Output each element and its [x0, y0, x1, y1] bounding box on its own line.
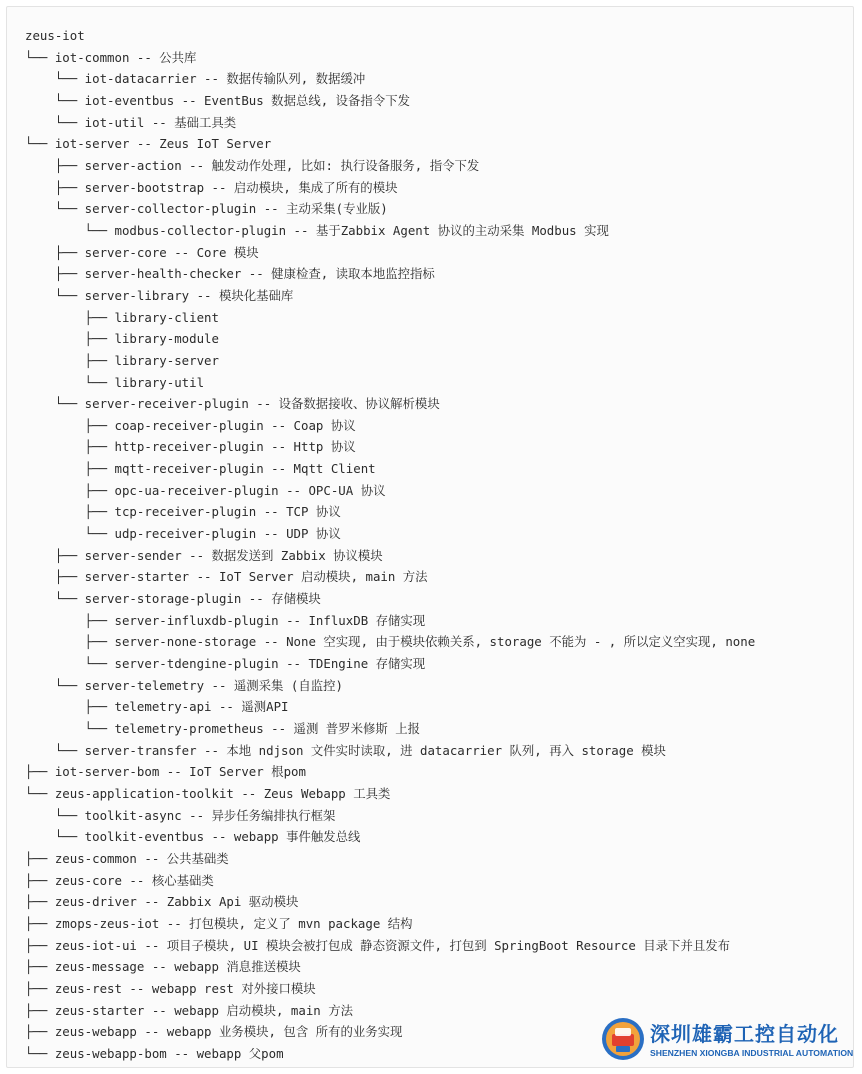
tree-line: └── server-telemetry -- 遥测采集 (自监控) — [25, 677, 343, 693]
tree-line: └── server-storage-plugin -- 存储模块 — [25, 591, 321, 607]
tree-line: └── telemetry-prometheus -- 遥测 普罗米修斯 上报 — [25, 721, 420, 736]
tree-line: ├── server-action -- 触发动作处理, 比如: 执行设备服务, 指令下发 — [25, 157, 480, 173]
tree-line: ├── server-starter -- IoT Server 启动模块, main 方法 — [25, 569, 428, 585]
tree-line: ├── opc-ua-receiver-plugin -- OPC-UA 协议 — [25, 482, 386, 498]
tree-line: ├── iot-server-bom -- IoT Server 根pom — [25, 764, 306, 780]
tree-line: ├── server-sender -- 数据发送到 Zabbix 协议模块 — [25, 547, 383, 563]
tree-line: └── library-util — [25, 374, 205, 390]
tree-line: ├── zeus-driver -- Zabbix Api 驱动模块 — [25, 894, 299, 910]
tree-line: ├── zeus-core -- 核心基础类 — [25, 872, 214, 888]
tree-line: ├── server-influxdb-plugin -- InfluxDB 存储实现 — [25, 612, 426, 628]
tree-line: └── zeus-application-toolkit -- Zeus Webapp 工具类 — [25, 785, 391, 801]
tree-line: └── iot-eventbus -- EventBus 数据总线, 设备指令下发 — [25, 92, 410, 108]
tree-line: └── server-transfer -- 本地 ndjson 文件实时读取, 进 datacarrier 队列, 再入 storage 模块 — [25, 742, 666, 758]
code-block — [6, 6, 854, 1068]
tree-line: ├── library-server — [25, 352, 219, 368]
tree-line: ├── telemetry-api -- 遥测API — [25, 699, 289, 715]
tree-line: ├── http-receiver-plugin -- Http 协议 — [25, 439, 356, 455]
tree-line: ├── zeus-iot-ui -- 项目子模块, UI 模块会被打包成 静态资源文件, 打包到 SpringBoot Resource 目录下并且发布 — [25, 937, 731, 953]
tree-line: └── server-library -- 模块化基础库 — [25, 287, 294, 303]
tree-line: ├── library-client — [25, 309, 219, 325]
tree-line: └── iot-util -- 基础工具类 — [25, 114, 237, 130]
tree-line: ├── server-core -- Core 模块 — [25, 244, 259, 260]
tree-line: ├── zeus-message -- webapp 消息推送模块 — [25, 959, 301, 975]
tree-line: zeus-iot — [25, 28, 85, 43]
tree-line: └── iot-server -- Zeus IoT Server — [25, 136, 272, 152]
tree-line: └── server-tdengine-plugin -- TDEngine 存储实现 — [25, 656, 426, 672]
tree-line: ├── server-none-storage -- None 空实现, 由于模块依赖关系, storage 不能为 - , 所以定义空实现, none — [25, 634, 756, 650]
tree-line: ├── tcp-receiver-plugin -- TCP 协议 — [25, 504, 341, 520]
tree-line: ├── zmops-zeus-iot -- 打包模块, 定义了 mvn package 结构 — [25, 915, 413, 931]
tree-line: ├── server-bootstrap -- 启动模块, 集成了所有的模块 — [25, 179, 398, 195]
tree-line: ├── zeus-common -- 公共基础类 — [25, 850, 229, 866]
tree-line: ├── library-module — [25, 331, 219, 347]
tree-line: └── zeus-webapp-bom -- webapp 父pom — [25, 1045, 284, 1061]
watermark-title: 深圳雄霸工控自动化 — [650, 1022, 839, 1046]
tree-line: └── server-collector-plugin -- 主动采集(专业版) — [25, 201, 388, 217]
tree-line: ├── coap-receiver-plugin -- Coap 协议 — [25, 417, 356, 433]
xiongba-logo-icon — [600, 1016, 646, 1062]
tree-line: └── iot-common -- 公共库 — [25, 49, 197, 65]
tree-line: └── udp-receiver-plugin -- UDP 协议 — [25, 526, 341, 542]
watermark — [600, 1010, 856, 1070]
tree-line: └── toolkit-eventbus -- webapp 事件触发总线 — [25, 829, 361, 845]
tree-line: ├── zeus-webapp -- webapp 业务模块, 包含 所有的业务实现 — [25, 1024, 403, 1040]
watermark-subtitle: SHENZHEN XIONGBA INDUSTRIAL AUTOMATION — [650, 1048, 854, 1058]
tree-line: └── modbus-collector-plugin -- 基于Zabbix Agent 协议的主动采集 Modbus 实现 — [25, 222, 609, 238]
tree-line: ├── mqtt-receiver-plugin -- Mqtt Client — [25, 461, 376, 477]
tree-line: ├── server-health-checker -- 健康检查, 读取本地监控指标 — [25, 266, 435, 282]
tree-line: └── toolkit-async -- 异步任务编排执行框架 — [25, 807, 336, 823]
tree-line: └── server-receiver-plugin -- 设备数据接收、协议解析模块 — [25, 396, 440, 412]
directory-tree — [25, 25, 849, 1065]
tree-line: └── iot-datacarrier -- 数据传输队列, 数据缓冲 — [25, 71, 366, 87]
tree-line: ├── zeus-rest -- webapp rest 对外接口模块 — [25, 980, 316, 996]
tree-line: ├── zeus-starter -- webapp 启动模块, main 方法 — [25, 1002, 353, 1018]
